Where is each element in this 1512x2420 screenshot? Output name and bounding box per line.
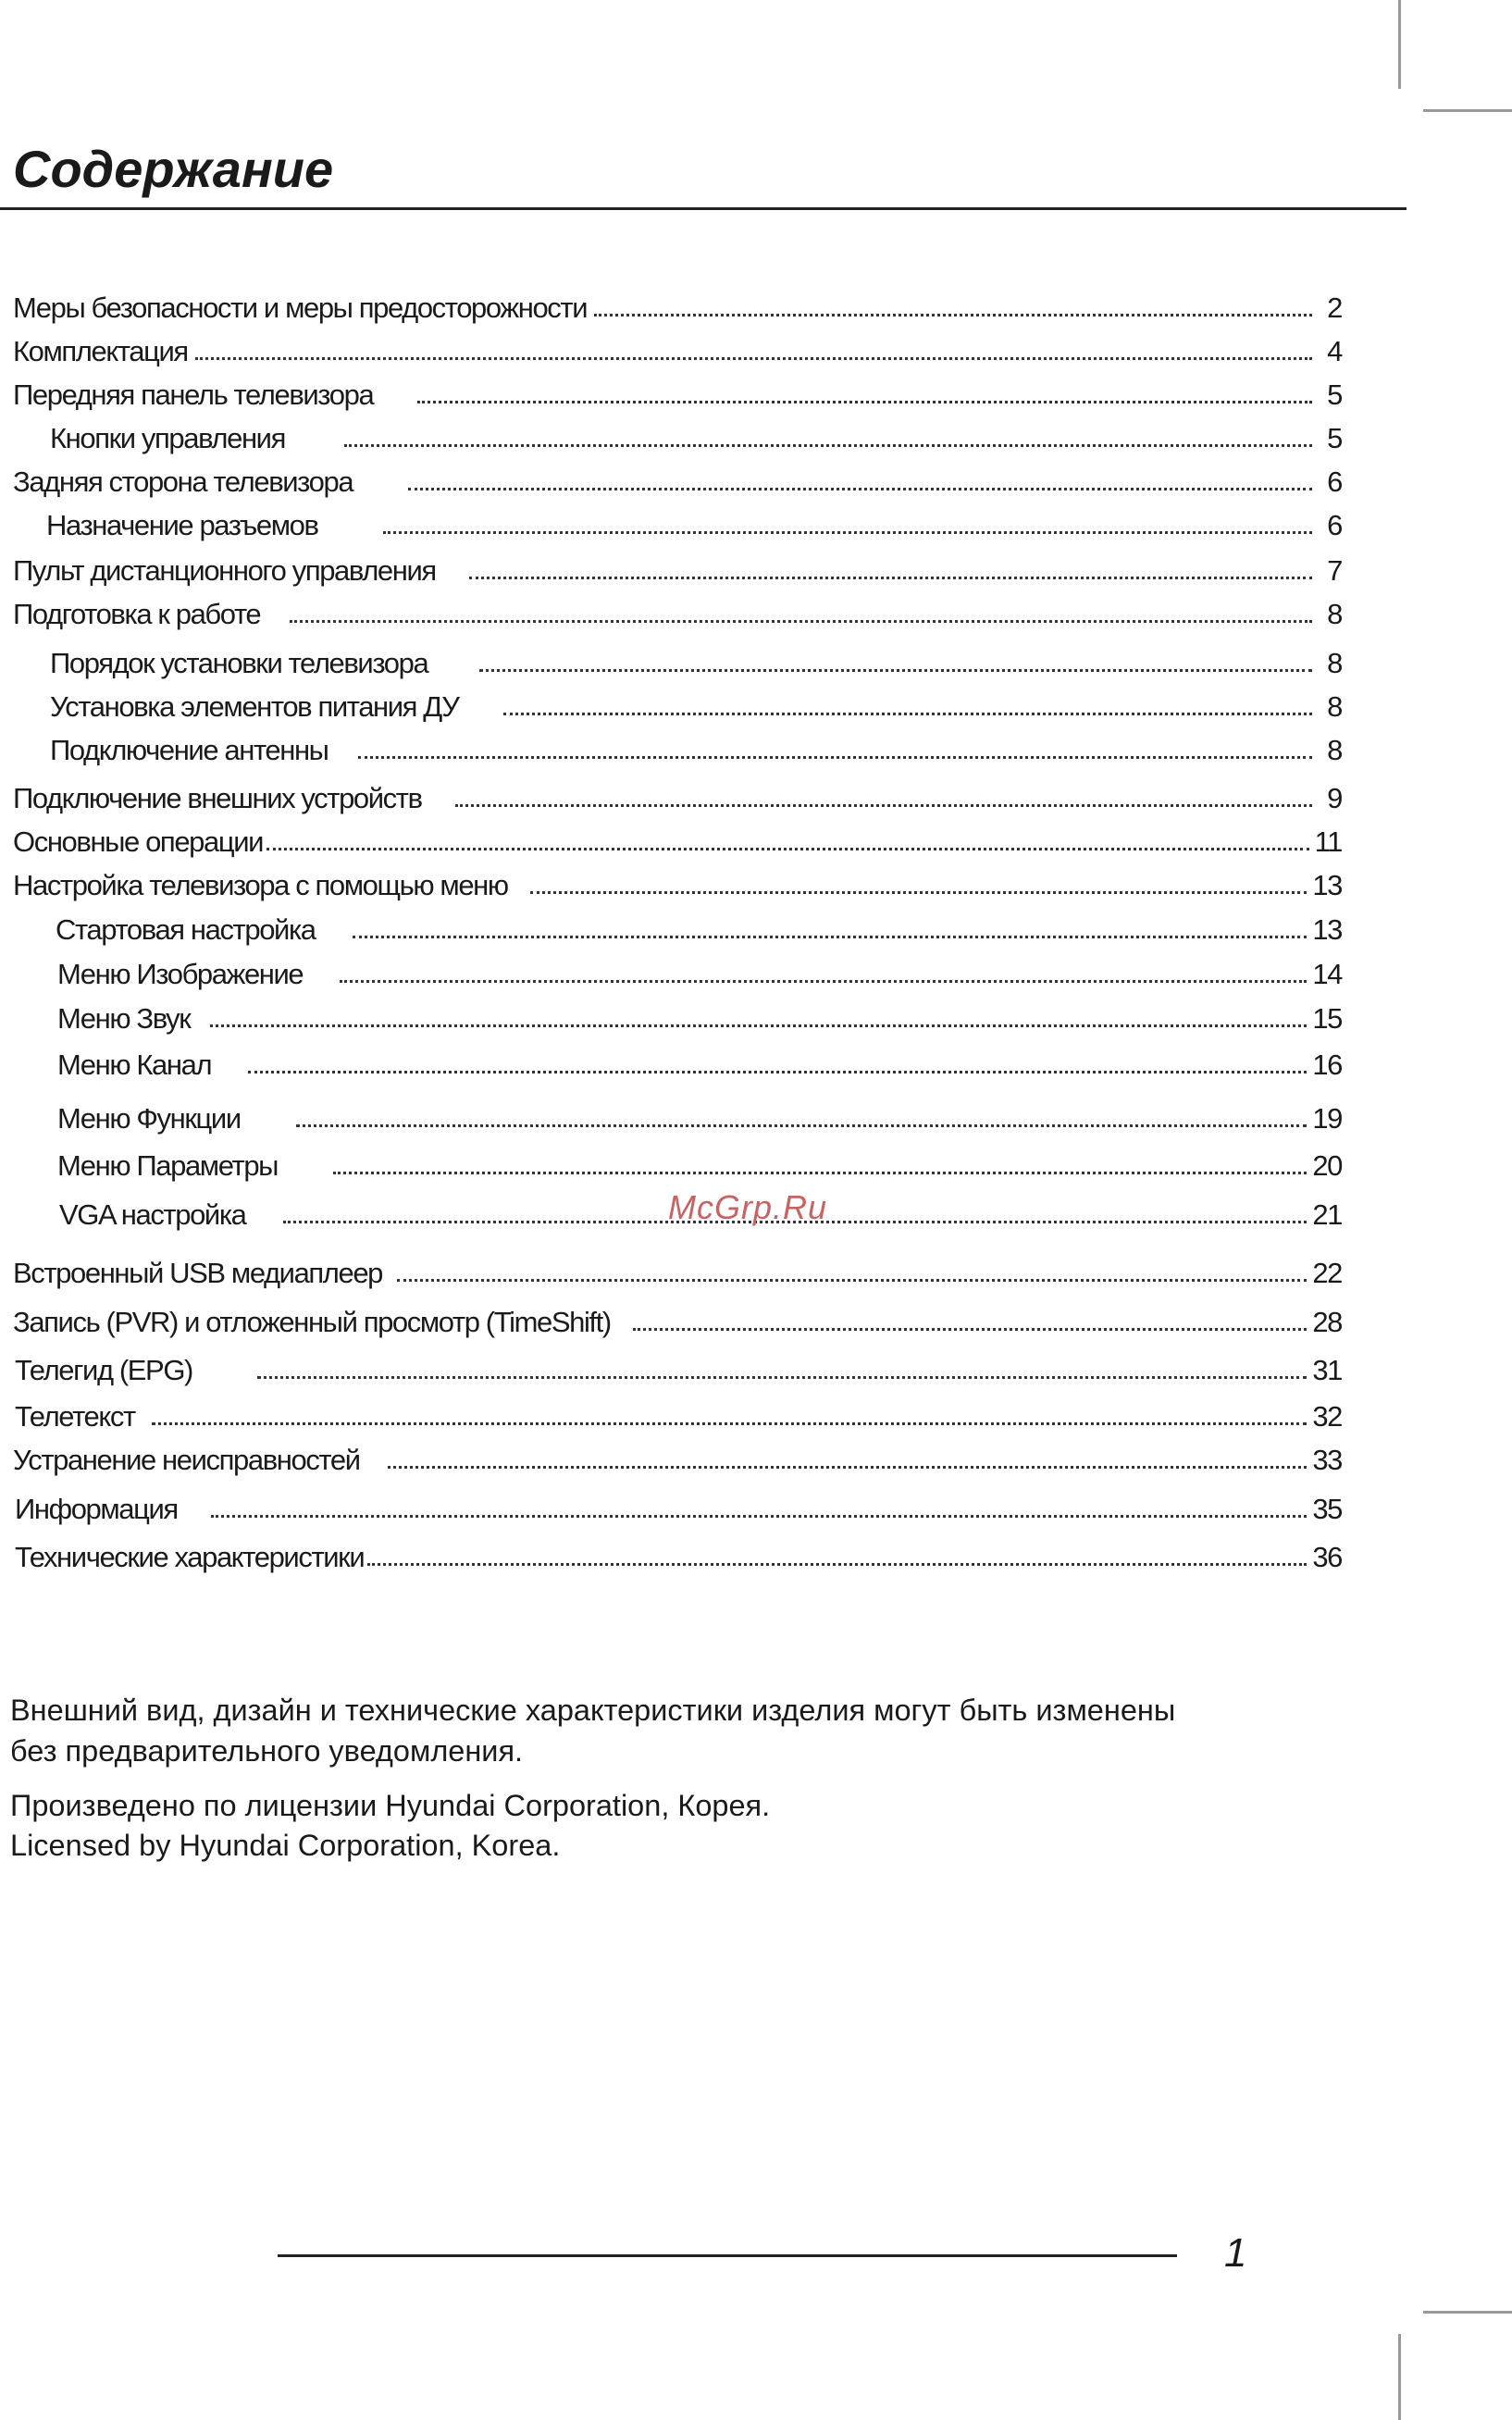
toc-entry-page: 7 — [1327, 554, 1342, 587]
toc-entry-label: Стартовая настройка — [56, 913, 316, 946]
toc-entry — [57, 1146, 1342, 1183]
license-notice-ru: Произведено по лицензии Hyundai Corporation, Корея. — [10, 1789, 771, 1822]
toc-entry-page: 32 — [1312, 1400, 1342, 1433]
toc-entry-label: Встроенный USB медиаплеер — [13, 1257, 383, 1289]
toc-leader-dots — [408, 488, 1312, 490]
toc-leader-dots — [367, 1563, 1307, 1566]
toc-leader-dots — [469, 577, 1312, 579]
toc-entry-label: Телетекст — [15, 1400, 135, 1433]
toc-leader-dots — [353, 936, 1308, 938]
toc-leader-dots — [383, 531, 1312, 534]
crop-mark-top-vertical — [1398, 0, 1401, 89]
toc-entry-page: 28 — [1312, 1306, 1342, 1338]
title-divider — [0, 207, 1407, 210]
toc-entry-page: 8 — [1327, 734, 1342, 766]
toc-entry-label: Кнопки управления — [50, 422, 285, 454]
toc-entry — [13, 331, 1342, 368]
crop-mark-bottom-horizontal — [1423, 2311, 1512, 2314]
toc-leader-dots — [195, 357, 1312, 360]
toc-entry — [13, 865, 1342, 902]
toc-leader-dots — [266, 848, 1309, 850]
toc-entry-label: Подготовка к работе — [13, 598, 261, 630]
toc-entry-page: 5 — [1327, 379, 1342, 411]
toc-entry-label: Подключение антенны — [50, 734, 328, 766]
toc-entry-label: Назначение разъемов — [46, 509, 318, 541]
toc-leader-dots — [594, 314, 1312, 316]
toc-entry-page: 13 — [1312, 869, 1342, 901]
toc-entry-page: 20 — [1312, 1149, 1342, 1182]
toc-entry-label: Меню Функции — [57, 1102, 241, 1135]
toc-entry — [57, 999, 1342, 1036]
toc-leader-dots — [290, 620, 1312, 623]
toc-entry-label: Технические характеристики — [15, 1541, 365, 1573]
toc-entry — [13, 594, 1342, 631]
toc-entry — [15, 1537, 1342, 1574]
toc-leader-dots — [397, 1279, 1307, 1282]
toc-entry — [46, 505, 1342, 542]
toc-entry-page: 8 — [1327, 647, 1342, 679]
toc-entry-label: Задняя сторона телевизора — [13, 465, 353, 498]
toc-leader-dots — [210, 1024, 1307, 1027]
toc-entry — [13, 1302, 1342, 1339]
toc-leader-dots — [455, 804, 1312, 807]
toc-entry-page: 8 — [1327, 598, 1342, 630]
watermark: McGrp.Ru — [668, 1188, 828, 1226]
toc-leader-dots — [333, 1172, 1307, 1174]
toc-entry — [50, 643, 1342, 680]
toc-entry — [13, 822, 1342, 859]
toc-leader-dots — [257, 1376, 1307, 1379]
toc-entry-label: Запись (PVR) и отложенный просмотр (TimeShift) — [13, 1306, 611, 1338]
footer-divider — [278, 2254, 1177, 2257]
toc-entry-label: Информация — [15, 1493, 178, 1525]
toc-entry — [57, 1098, 1342, 1136]
toc-entry-page: 31 — [1312, 1354, 1342, 1386]
page-title: Содержание — [13, 140, 334, 198]
design-notice-line-2: без предварительного уведомления. — [10, 1734, 524, 1768]
toc-entry-label: Устранение неисправностей — [13, 1444, 360, 1476]
toc-entry-page: 11 — [1314, 825, 1342, 858]
toc-entry-page: 13 — [1312, 913, 1342, 946]
design-notice-line-1: Внешний вид, дизайн и технические характеристики изделия могут быть изменены — [10, 1694, 1176, 1727]
page-number: 1 — [1224, 2230, 1247, 2276]
toc-entry-label: Основные операции — [13, 825, 264, 858]
toc-entry-label: Передняя панель телевизора — [13, 379, 374, 411]
toc-leader-dots — [344, 444, 1312, 447]
toc-entry — [13, 288, 1342, 325]
toc-entry-page: 5 — [1327, 422, 1342, 454]
toc-entry-label: Порядок установки телевизора — [50, 647, 428, 679]
toc-entry — [15, 1396, 1342, 1433]
toc-entry-page: 8 — [1327, 690, 1342, 723]
toc-entry — [50, 730, 1342, 767]
toc-entry — [13, 778, 1342, 815]
toc-entry-label: Меню Изображение — [57, 958, 304, 990]
toc-entry-label: Меню Звук — [57, 1002, 191, 1035]
toc-entry — [13, 462, 1342, 499]
toc-entry-page: 4 — [1327, 335, 1342, 367]
toc-leader-dots — [633, 1328, 1308, 1331]
toc-entry-page: 9 — [1327, 782, 1342, 814]
toc-entry-page: 22 — [1312, 1257, 1342, 1289]
toc-entry-label: Пульт дистанционного управления — [13, 554, 436, 587]
toc-entry-page: 19 — [1312, 1102, 1342, 1135]
toc-entry-page: 36 — [1312, 1541, 1342, 1573]
toc-entry-label: VGA настройка — [59, 1198, 246, 1231]
toc-entry — [13, 1440, 1342, 1477]
toc-entry-page: 16 — [1312, 1049, 1342, 1081]
toc-entry-label: Комплектация — [13, 335, 188, 367]
toc-entry-page: 15 — [1312, 1002, 1342, 1035]
toc-entry-page: 6 — [1327, 509, 1342, 541]
license-notice-en: Licensed by Hyundai Corporation, Korea. — [10, 1829, 561, 1862]
toc-entry-page: 33 — [1312, 1444, 1342, 1476]
crop-mark-bottom-vertical — [1398, 2334, 1401, 2420]
toc-leader-dots — [211, 1515, 1308, 1518]
toc-entry-label: Телегид (EPG) — [15, 1354, 192, 1386]
toc-entry — [13, 375, 1342, 412]
crop-mark-top-horizontal — [1423, 109, 1512, 112]
toc-leader-dots — [530, 891, 1308, 894]
toc-entry — [15, 1350, 1342, 1387]
toc-entry-label: Меню Канал — [57, 1049, 212, 1081]
toc-entry — [56, 910, 1342, 947]
toc-entry — [50, 687, 1342, 724]
toc-entry — [50, 418, 1342, 455]
toc-entry — [15, 1489, 1342, 1526]
toc-entry-label: Настройка телевизора с помощью меню — [13, 869, 508, 901]
toc-entry-page: 35 — [1312, 1493, 1342, 1525]
toc-entry-page: 21 — [1312, 1198, 1342, 1231]
toc-leader-dots — [503, 713, 1312, 715]
toc-leader-dots — [358, 756, 1312, 759]
toc-leader-dots — [479, 669, 1312, 672]
toc-leader-dots — [296, 1124, 1308, 1127]
toc-entry — [57, 1045, 1342, 1082]
toc-entry-page: 2 — [1327, 292, 1342, 324]
toc-entry-page: 14 — [1312, 958, 1342, 990]
toc-entry-label: Меню Параметры — [57, 1149, 279, 1182]
toc-entry-label: Установка элементов питания ДУ — [50, 690, 459, 723]
toc-entry-page: 6 — [1327, 465, 1342, 498]
toc-leader-dots — [152, 1422, 1308, 1425]
toc-entry — [13, 551, 1342, 588]
toc-entry-label: Подключение внешних устройств — [13, 782, 422, 814]
toc-leader-dots — [417, 401, 1312, 403]
toc-entry-label: Меры безопасности и меры предосторожности — [13, 292, 588, 324]
toc-entry — [57, 954, 1342, 991]
toc-leader-dots — [248, 1071, 1307, 1073]
toc-leader-dots — [340, 980, 1307, 983]
toc-entry — [13, 1253, 1342, 1290]
toc-leader-dots — [388, 1466, 1308, 1469]
